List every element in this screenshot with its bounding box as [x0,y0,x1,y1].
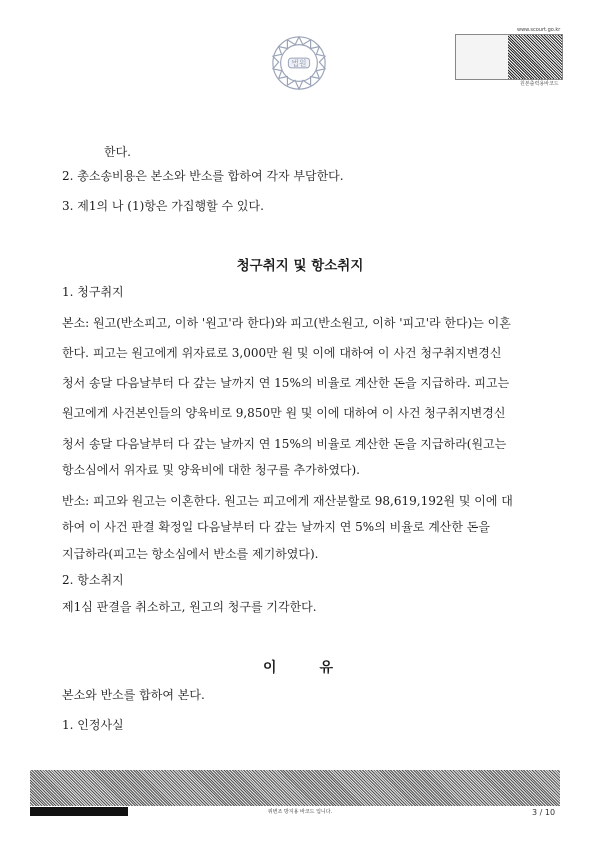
barcode-pattern [508,35,562,79]
body-line: 항소심에서 위자료 및 양육비에 대한 청구를 추가하였다). [62,463,361,477]
court-seal-logo [270,34,328,92]
body-line: 3. 제1의 나 (1)항은 가집행할 수 있다. [62,199,264,213]
section-title-reasons [263,657,333,677]
anti-forgery-barcode [30,770,560,806]
body-line: 1. 인정사실 [62,718,124,732]
body-line: 원고에게 사건본인들의 양육비로 9,850만 원 및 이에 대하여 이 사건 청구취지변경신 [62,406,506,420]
site-url: www.scourt.go.kr [517,27,561,33]
original-print-barcode [455,34,563,80]
body-line: 본소와 반소를 합하여 본다. [62,688,205,702]
body-line: 1. 청구취지 [62,285,124,299]
body-line: 한다. [104,145,131,159]
body-line: 하여 이 사건 판결 확정일 다음날부터 다 갚는 날까지 연 5%의 비율로 계산한 돈을 [62,520,490,534]
reason-title-char: 이 [263,660,277,676]
footer-note: 위변조 방지용 바코드 입니다. [267,809,333,815]
barcode-caption: 원본출력용바코드 [520,81,559,87]
body-line: 반소: 피고와 원고는 이혼한다. 원고는 피고에게 재산분할로 98,619,192원 및 이에 대 [62,494,513,508]
seal-text: 법원 [291,58,307,68]
body-line: 청서 송달 다음날부터 다 갚는 날까지 연 15%의 비율로 계산한 돈을 지급하라. 피고는 [62,376,510,390]
section-title-claims: 청구취지 및 항소취지 [236,258,364,274]
body-line: 본소: 원고(반소피고, 이하 '원고'라 한다)와 피고(반소원고, 이하 '피고'라 한다)는 이혼 [62,316,511,330]
body-line: 2. 항소취지 [62,573,124,587]
body-line: 청서 송달 다음날부터 다 갚는 날까지 연 15%의 비율로 계산한 돈을 지급하라(원고는 [62,437,507,451]
body-line: 한다. 피고는 원고에게 위자료로 3,000만 원 및 이에 대하여 이 사건 청구취지변경신 [62,346,502,360]
body-line: 제1심 판결을 취소하고, 원고의 청구를 기각한다. [62,600,317,614]
reason-title-char: 유 [319,660,333,676]
body-line: 2. 총소송비용은 본소와 반소를 합하여 각자 부담한다. [62,169,344,183]
page-number: 3 / 10 [532,808,556,817]
body-line: 지급하라(피고는 항소심에서 반소를 제기하였다). [62,547,319,561]
